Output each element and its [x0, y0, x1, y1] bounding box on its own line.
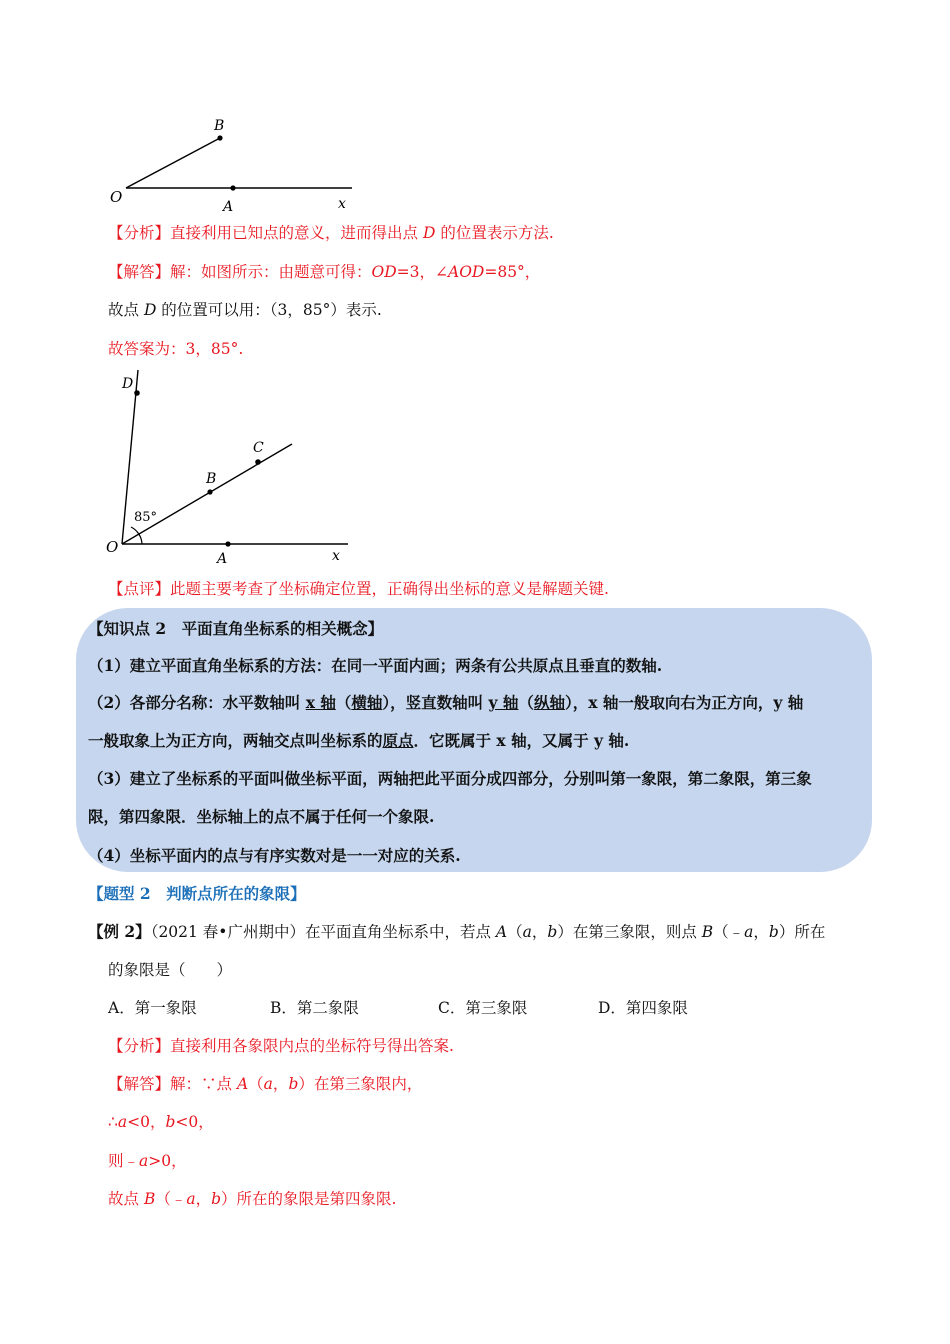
solution2-tag: 【解答】 — [108, 1075, 171, 1093]
label-x: x — [338, 196, 346, 212]
knowledge-p3-line2: 限，第四象限．坐标轴上的点不属于任何一个象限. — [88, 807, 435, 826]
label-a: A — [223, 199, 234, 215]
point-a — [230, 185, 235, 190]
solution-tag: 【解答】 — [108, 263, 171, 281]
point-b — [217, 135, 222, 140]
point-d — [134, 390, 140, 396]
point-c — [255, 459, 261, 465]
figure-angle-aod — [98, 366, 358, 571]
knowledge-title: 【知识点 2 平面直角坐标系的相关概念】 — [88, 619, 384, 638]
label-x: x — [332, 548, 340, 564]
analysis2-line: 【分析】直接利用各象限内点的坐标符号得出答案. — [108, 1037, 454, 1055]
solution2-line4: 故点 B（﹣a，b）所在的象限是第四象限. — [108, 1190, 397, 1208]
example2-tag: 【例 2】 — [88, 922, 151, 941]
comment-line: 【点评】此题主要考查了坐标确定位置，正确得出坐标的意义是解题关键. — [108, 580, 609, 598]
knowledge-p3-line1: （3）建立了坐标系的平面叫做坐标平面，两轴把此平面分成四部分，分别叫第一象限，第二象限，第三象 — [88, 769, 812, 788]
label-b: B — [214, 118, 225, 134]
label-d: D — [122, 376, 134, 392]
ray-oc — [122, 444, 292, 544]
option-a: A．第一象限 — [108, 999, 197, 1017]
solution2-line3: 则﹣a>0， — [108, 1152, 187, 1170]
point-a — [225, 541, 230, 546]
solution-line-1: 【解答】解：如图所示：由题意可得：OD=3，∠AOD=85°， — [108, 263, 541, 281]
label-angle: 85° — [134, 510, 158, 525]
figure-angle-aob — [100, 110, 370, 220]
solution2-line1: 【解答】解：∵点 A（a，b）在第三象限内， — [108, 1075, 423, 1093]
label-o: O — [110, 188, 123, 206]
solution-line-2: 故点 D 的位置可以用：（3，85°）表示. — [108, 301, 382, 319]
comment-tag: 【点评】 — [108, 580, 171, 598]
analysis-line: 【分析】直接利用已知点的意义，进而得出点 D 的位置表示方法. — [108, 224, 554, 242]
label-o: O — [106, 538, 119, 556]
solution-line-3: 故答案为：3，85°. — [108, 340, 244, 358]
label-a: A — [217, 551, 228, 567]
solution2-line2: ∴a<0，b<0， — [108, 1113, 214, 1131]
label-c: C — [253, 440, 264, 456]
example2-line2: 的象限是（ ） — [108, 961, 233, 979]
ray-ob — [126, 138, 220, 188]
label-b: B — [206, 471, 217, 487]
option-b: B．第二象限 — [270, 999, 359, 1017]
knowledge-p4: （4）坐标平面内的点与有序实数对是一一对应的关系. — [88, 846, 461, 865]
type2-heading: 【题型 2 判断点所在的象限】 — [88, 884, 306, 903]
knowledge-p1: （1）建立平面直角坐标系的方法：在同一平面内画；两条有公共原点且垂直的数轴. — [88, 656, 663, 675]
option-c: C．第三象限 — [438, 999, 528, 1017]
knowledge-p2-line2: 一般取象上为正方向，两轴交点叫坐标系的原点．它既属于 x 轴，又属于 y 轴. — [88, 731, 630, 750]
knowledge-p2-line1: （2）各部分名称：水平数轴叫 x 轴（横轴），竖直数轴叫 y 轴（纵轴），x 轴一般取向右为正方向，y 轴 — [88, 693, 804, 712]
analysis2-tag: 【分析】 — [108, 1037, 171, 1055]
point-b — [207, 489, 212, 494]
example2-line1: 【例 2】（2021 春•广州期中）在平面直角坐标系中，若点 A（a，b）在第三象限，则点 B（﹣a，b）所在 — [88, 922, 826, 941]
option-d: D．第四象限 — [598, 999, 688, 1017]
analysis-tag: 【分析】 — [108, 224, 171, 242]
